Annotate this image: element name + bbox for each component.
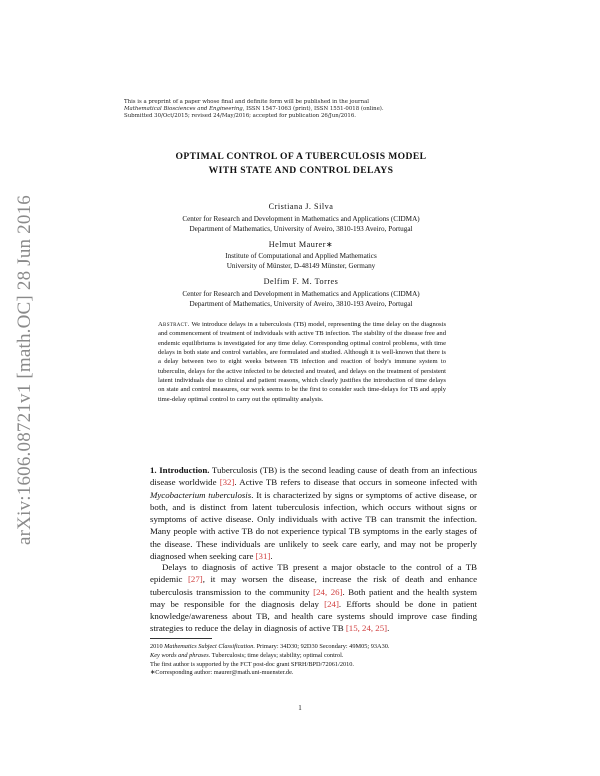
- footnote-italic: Mathematics Subject Classification.: [164, 643, 255, 650]
- page-number: 1: [298, 704, 302, 712]
- author-name: Cristiana J. Silva: [268, 202, 334, 211]
- title-line-1: OPTIMAL CONTROL OF A TUBERCULOSIS MODEL: [175, 151, 427, 162]
- affiliation-line: Department of Mathematics, University of Aveiro, 3810-193 Aveiro, Portugal: [189, 225, 413, 233]
- abstract: [158, 320, 446, 404]
- footnote-text: Tuberculosis; time delays; stability; optimal control.: [210, 651, 344, 659]
- paper-title: [120, 150, 482, 178]
- body-text: .: [387, 623, 390, 634]
- abstract-label: Abstract.: [158, 321, 190, 328]
- citation-link[interactable]: [15, 24, 25]: [345, 623, 388, 634]
- abstract-text: We introduce delays in a tuberculosis (TB) model, representing the time delay on the diagnosis and commencement of treatment of individuals with active TB infection. The stability of the disease free and endemic equilibriums is investigated for any time delay. Corresponding optimal control problems, with time delays in both state and control variables, are formulated and studied. Although it is well-known that there is a delay between two to eight weeks between TB infection and reaction of body's immune system to tuberculin, delays for the active infected to be detected and treated, and delays on the treatment of persistent latent individuals due to clinical and patient reasons, which clearly justifies the introduction of time delays on state and control measures, our work seems to be the first to consider such time-delays for TB and apply time-delay optimal control to carry out the optimality analysis.: [158, 321, 447, 403]
- citation-link[interactable]: [31]: [255, 550, 271, 561]
- preprint-line-2: [124, 106, 484, 113]
- arxiv-identifier-stamp: [10, 160, 40, 580]
- citation-link[interactable]: [24]: [324, 598, 339, 609]
- organism-name: Mycobacterium tuberculosis: [150, 489, 252, 500]
- section-heading: 1. Introduction.: [150, 465, 210, 475]
- body-text: Delays to diagnosis of active TB present a major obstacle to the control of a TB epidemic: [150, 562, 477, 585]
- introduction-paragraph: [150, 464, 477, 562]
- affiliation-line: Center for Research and Development in Mathematics and Applications (CIDMA): [182, 215, 420, 223]
- author-name: Helmut Maurer∗: [268, 240, 334, 249]
- preprint-line-3: Submitted 30/Oct/2015; revised 24/May/2016; accepted for publication 26/Jun/2016.: [124, 113, 357, 119]
- affiliation-line: Department of Mathematics, University of Aveiro, 3810-193 Aveiro, Portugal: [189, 300, 413, 308]
- footnote-italic: Key words and phrases.: [150, 651, 211, 659]
- journal-name: Mathematical Biosciences and Engineering: [124, 106, 243, 112]
- citation-link[interactable]: [24, 26]: [313, 586, 343, 597]
- citation-link[interactable]: [32]: [219, 477, 235, 488]
- preprint-note: [124, 99, 484, 120]
- footnote-keywords: [150, 652, 477, 661]
- preprint-line-1: This is a preprint of a paper whose final and definite form will be published in the journal: [124, 99, 370, 105]
- footnote-text: Primary: 34D30; 92D30 Secondary: 49M05; 93A30.: [254, 643, 390, 650]
- affiliation-line: University of Münster, D-48149 Münster, Germany: [226, 262, 376, 270]
- body-text: . Active TB refers to disease that occurs in someone infected with: [234, 477, 477, 488]
- author-name: Delfim F. M. Torres: [263, 277, 339, 286]
- second-paragraph: [150, 561, 477, 635]
- affiliation-line: Center for Research and Development in Mathematics and Applications (CIDMA): [182, 290, 420, 298]
- author-affiliation: [120, 214, 482, 234]
- body-text: , it may worsen the disease, increase the risk of death and enhance tuberculosis transmission to the community: [150, 574, 477, 597]
- affiliation-line: Institute of Computational and Applied Mathematics: [225, 252, 377, 260]
- footnote-support: The first author is supported by the FCT post-doc grant SFRH/BPD/72061/2010.: [150, 660, 355, 668]
- footnote-rule: [150, 638, 212, 639]
- journal-issn: , ISSN 1547-1063 (print), ISSN 1551-0018 (online).: [242, 106, 384, 112]
- body-text: . It is characterized by signs or symptoms of active disease, or both, and is distinct from latent tuberculosis infection, which occurs without signs or symptoms of active disease. Only individuals with active TB can transmit the infection. Many people with active TB do not experience typical TB symptoms in the early stages of the disease. These individuals are unlikely to seek care early, and may not be properly diagnosed when seeking care: [150, 489, 478, 561]
- author-affiliation: [120, 251, 482, 271]
- body-text: Tuberculosis (TB) is the second leading cause of death from an infectious disease worldwide: [150, 465, 477, 488]
- title-line-2: WITH STATE AND CONTROL DELAYS: [208, 165, 394, 176]
- footnote-msc: [150, 643, 477, 652]
- body-text: .: [270, 550, 273, 561]
- arxiv-identifier-text: arXiv:1606.08721v1 [math.OC] 28 Jun 2016: [14, 195, 35, 545]
- author-affiliation: [120, 289, 482, 309]
- body-text: . Both patient and the health system may be responsible for the diagnosis delay: [150, 586, 477, 609]
- citation-link[interactable]: [27]: [187, 574, 203, 585]
- body-text: . Efforts should be done in patient knowledge/awareness about TB, and health care systems should improve case finding strategies to reduce the delay in diagnosis of active TB: [150, 598, 477, 634]
- footnote-corresponding: ∗Corresponding author: maurer@math.uni-muenster.de.: [150, 669, 294, 677]
- footnote-text: 2010: [150, 643, 165, 650]
- footnotes: [150, 643, 477, 678]
